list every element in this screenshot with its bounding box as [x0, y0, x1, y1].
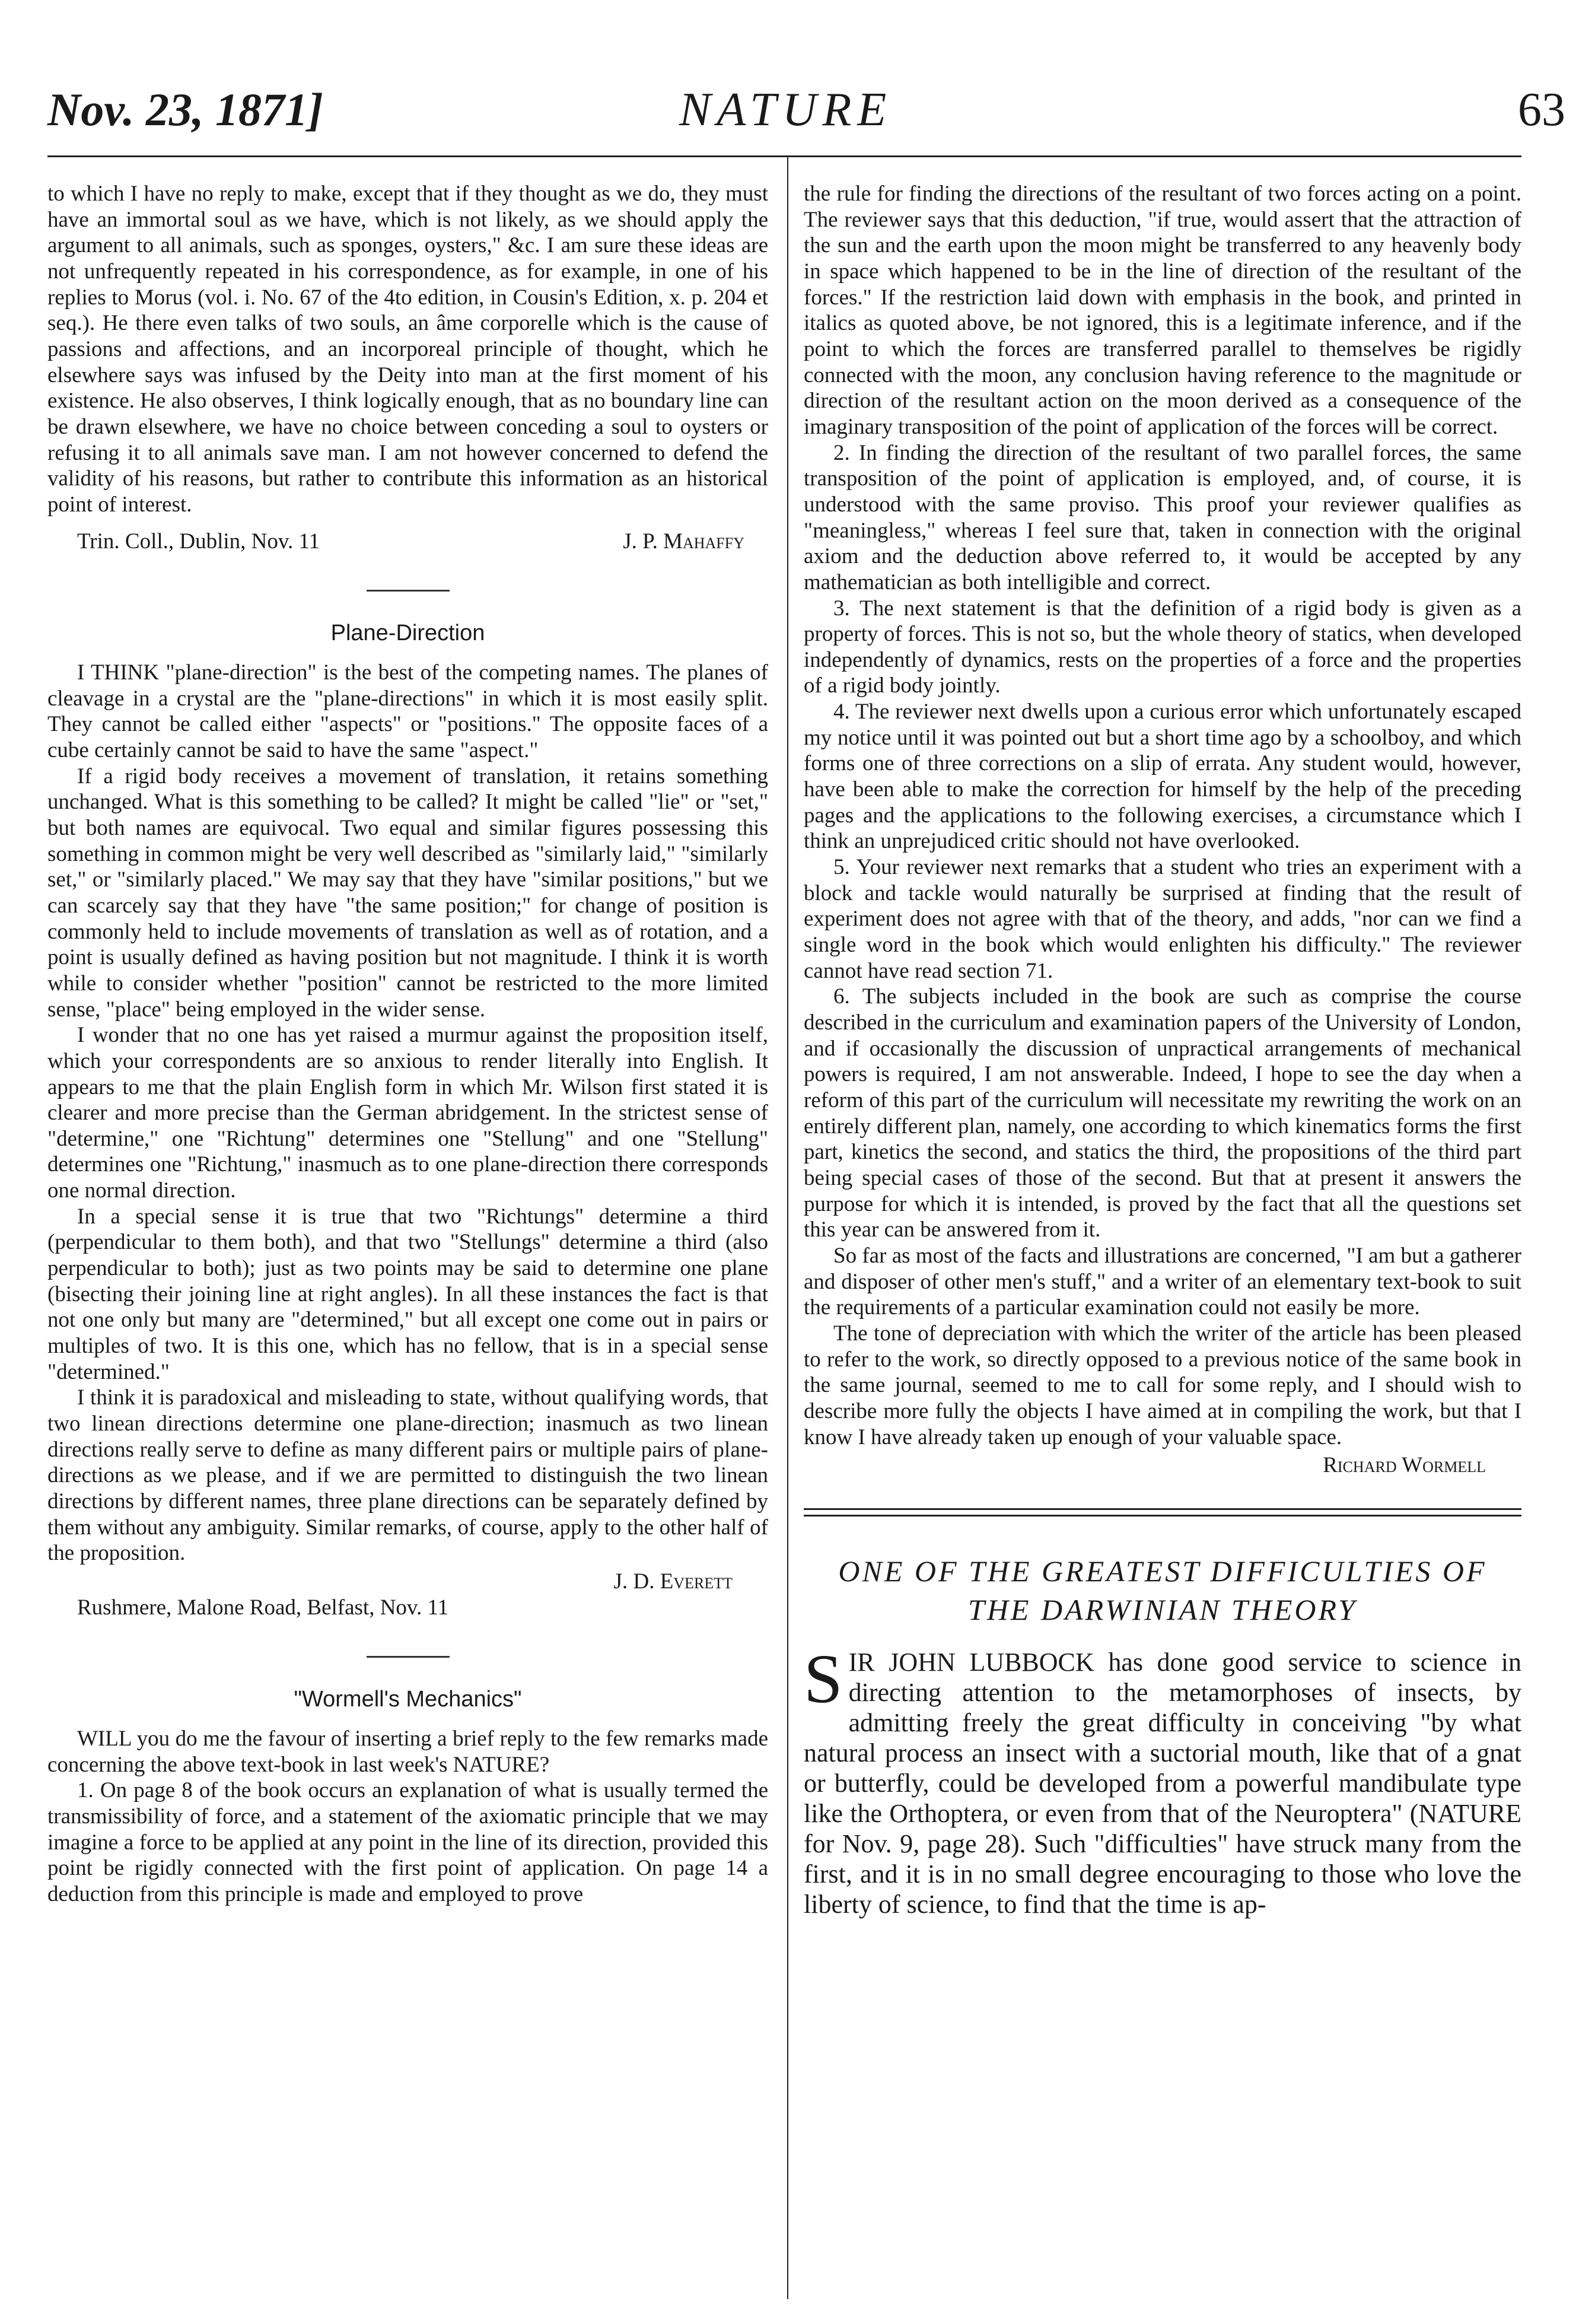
everett-name: J. D. Everett: [613, 1569, 733, 1594]
wormell-point: 3. The next statement is that the definition of a rigid body is given as a property of forces. This is not so, but the whole theory of statics, when developed independently of dynamics, rests on the properties of a force and the properties of a rigid body jointly.: [804, 596, 1521, 698]
section-separator: [367, 590, 450, 592]
plane-direction-title: Plane-Direction: [330, 621, 485, 646]
mahaffy-signature: [47, 529, 768, 555]
wormell-continuation: the rule for finding the directions of the resultant of two forces acting on a point. The reviewer says that this deduction, "if true, would assert that the attraction of the sun and the earth upon the moon might be transferred to any heavenly body in space which happened to be in the line of direction of the resultant of the forces." If the restriction laid down with emphasis in the book, and printed in italics as quoted above, be not ignored, this is a legitimate inference, and if the point to which the forces are transferred parallel to themselves be rigidly connected with the moon, any conclusion having reference to the magnitude or direction of the resultant action on the moon derived as a consequence of the imaginary transposition of the point of application of the forces will be correct.: [804, 182, 1521, 439]
header-rule: [47, 155, 1521, 157]
drop-cap: S: [804, 1639, 843, 1718]
everett-place: Rushmere, Malone Road, Belfast, Nov. 11: [77, 1595, 449, 1620]
wormell-point: 5. Your reviewer next remarks that a student who tries an experiment with a block and tackle would naturally be surprised at finding that the result of experiment does not agree with that of the theory, and adds, "nor can we find a single word in the book which would enlighten his difficulty." The reviewer cannot have read section 71.: [804, 855, 1521, 983]
wormell-signature: Richard Wormell: [1323, 1453, 1486, 1478]
article-title: ONE OF THE GREATEST DIFFICULTIES OF THE DARWINIAN THEORY: [838, 1554, 1487, 1626]
plane-paragraph: I think it is paradoxical and misleading to state, without qualifying words, that two linean directions determine one plane-direction; inasmuch as two linean directions really serve to define as many different pairs or multiple pairs of plane-directions as we please, and if we are permitted to distinguish the two linean directions by different names, three plane directions can be separately defined by them without any ambiguity. Similar remarks, of course, apply to the other half of the proposition.: [47, 1385, 768, 1566]
plane-paragraph: I THINK "plane-direction" is the best of the competing names. The planes of cleavage in a crystal are the "plane-directions" in which it is most easily split. They cannot be called either "aspects" or "positions." The opposite faces of a cube certainly cannot be said to have the same "aspect.": [47, 660, 768, 762]
wormell-paragraph: The tone of depreciation with which the writer of the article has been pleased to refer to the work, so directly opposed to a previous notice of the same book in the same journal, seemed to me to call for some reply, and I should wish to describe more fully the objects I have aimed at in compiling the work, but that I know I have already taken up enough of your valuable space.: [804, 1321, 1521, 1449]
wormell-point-1: 1. On page 8 of the book occurs an explanation of what is usually termed the transmissibility of force, and a statement of the axiomatic principle that we may imagine a force to be applied at any point in the line of its direction, provided this point be rigidly connected with the first point of application. On page 14 a deduction from this principle is made and employed to prove: [47, 1778, 768, 1907]
right-column: [804, 181, 1521, 2299]
everett-place-row: [47, 1595, 768, 1621]
wormell-title: "Wormell's Mechanics": [294, 1687, 522, 1712]
section-separator: [367, 1656, 450, 1658]
wormell-point: 4. The reviewer next dwells upon a curious error which unfortunately escaped my notice until it was pointed out but a short time ago by a schoolboy, and which forms one of three corrections on a slip of errata. Any student would, however, have been able to make the correction for himself by the help of the preceding pages and the applications to the following exercises, a circumstance which I think an unprejudiced critic should not have overlooked.: [804, 700, 1521, 854]
issue-date: Nov. 23, 1871]: [47, 84, 324, 135]
mahaffy-name: J. P. Mahaffy: [623, 529, 744, 554]
page-number: 63: [1518, 84, 1565, 136]
wormell-intro: WILL you do me the favour of inserting a brief reply to the few remarks made concerning the above text-book in last week's NATURE?: [47, 1727, 768, 1777]
wormell-point: 6. The subjects included in the book are such as comprise the course described in the curriculum and examination papers of the University of London, and if occasionally the discussion of unpractical arrangements of mechanical powers is required, I am not answerable. Indeed, I hope to see the day when a reform of this part of the curriculum will necessitate my rewriting the work on an entirely different plan, namely, one according to which kinematics forms the first part, kinetics the second, and statics the third, the propositions of the third part being special cases of those of the second. But that at present it answers the purpose for which it is intended, is proved by the fact that all the questions set this year can be answered from it.: [804, 984, 1521, 1242]
mahaffy-place: Trin. Coll., Dublin, Nov. 11: [77, 529, 320, 554]
plane-paragraph: If a rigid body receives a movement of translation, it retains something unchanged. What is this something to be called? It might be called "lie" or "set," but both names are equivocal. Two equal and similar figures possessing this something in common might be very well described as "similarly laid," "similarly set," or "similarly placed." We may say that they have "similar positions," but we can scarcely say that they have "the same position;" for change of position is commonly held to include movements of translation as well as of rotation, and a point is usually defined as having position but not magnitude. I think it is worth while to consider whether "position" cannot be restricted to the more limited sense, "place" being employed in the wider sense.: [47, 764, 768, 1022]
article-separator: [804, 1508, 1521, 1517]
left-column: [47, 181, 768, 2299]
journal-title: NATURE: [679, 84, 893, 136]
article-body: [804, 1639, 1521, 1919]
plane-paragraph: I wonder that no one has yet raised a murmur against the proposition itself, which your correspondents are so anxious to render literally into English. It appears to me that the plain English form in which Mr. Wilson first stated it is clearer and more precise than the German abridgement. In the strictest sense of "determine," one "Richtung" determines one "Stellung" and one "Stellung" determines one "Richtung," inasmuch as to one plane-direction there corresponds one normal direction.: [47, 1023, 768, 1203]
wormell-paragraph: So far as most of the facts and illustrations are concerned, "I am but a gatherer and disposer of other men's stuff," and a writer of an elementary text-book to suit the requirements of a particular examination could not easily be more.: [804, 1243, 1521, 1320]
wormell-point: 2. In finding the direction of the resultant of two parallel forces, the same transposition of the point of application is employed, and, of course, it is understood with the same proviso. This proof your reviewer qualifies as "meaningless," whereas I feel sure that, taken in connection with the original axiom and the deduction above referred to, it would be accepted by any mathematician as both intelligible and correct.: [804, 440, 1521, 594]
column-divider: [787, 157, 788, 2299]
mahaffy-letter-text: to which I have no reply to make, except that if they thought as we do, they must have an immortal soul as we have, which is not likely, as we should apply the argument to all animals, such as sponges, oysters," &c. I am sure these ideas are not unfrequently repeated in his correspondence, as for example, in one of his replies to Morus (vol. i. No. 67 of the 4to edition, in Cousin's Edition, x. p. 204 et seq.). He there even talks of two souls, an âme corporelle which is the cause of passions and affections, and an incorporeal principle of thought, which he elsewhere says was infused by the Deity into man at the first moment of his existence. He also observes, I think logically enough, that as no boundary line can be drawn elsewhere, we have no choice between conceding a soul to oysters or refusing it to all animals save man. I am not however concerned to defend the validity of his reasons, but rather to contribute this information as an historical point of interest.: [47, 182, 768, 517]
plane-paragraph: In a special sense it is true that two "Richtungs" determine a third (perpendicular to them both), and that two "Stellungs" determine a third (also perpendicular to both); just as two points may be said to determine one plane (bisecting their joining line at right angles). In all these instances the fact is that not one only but many are "determined," but all except one come out in pairs or multiples of two. It is this one, which has no fellow, that is in a special sense "determined.": [47, 1204, 768, 1384]
article-text: IR JOHN LUBBOCK has done good service to science in directing attention to the metamorphoses of insects, by admitting freely the great difficulty in conceiving "by what natural process an insect with a suctorial mouth, like that of a gnat or butterfly, could be developed from a powerful mandibulate type like the Orthoptera, or even from that of the Neuroptera" (NATURE for Nov. 9, page 28). Such "difficulties" have struck many from the first, and it is in no small degree encouraging to those who love the liberty of science, to find that the time is ap-: [804, 1647, 1521, 1919]
